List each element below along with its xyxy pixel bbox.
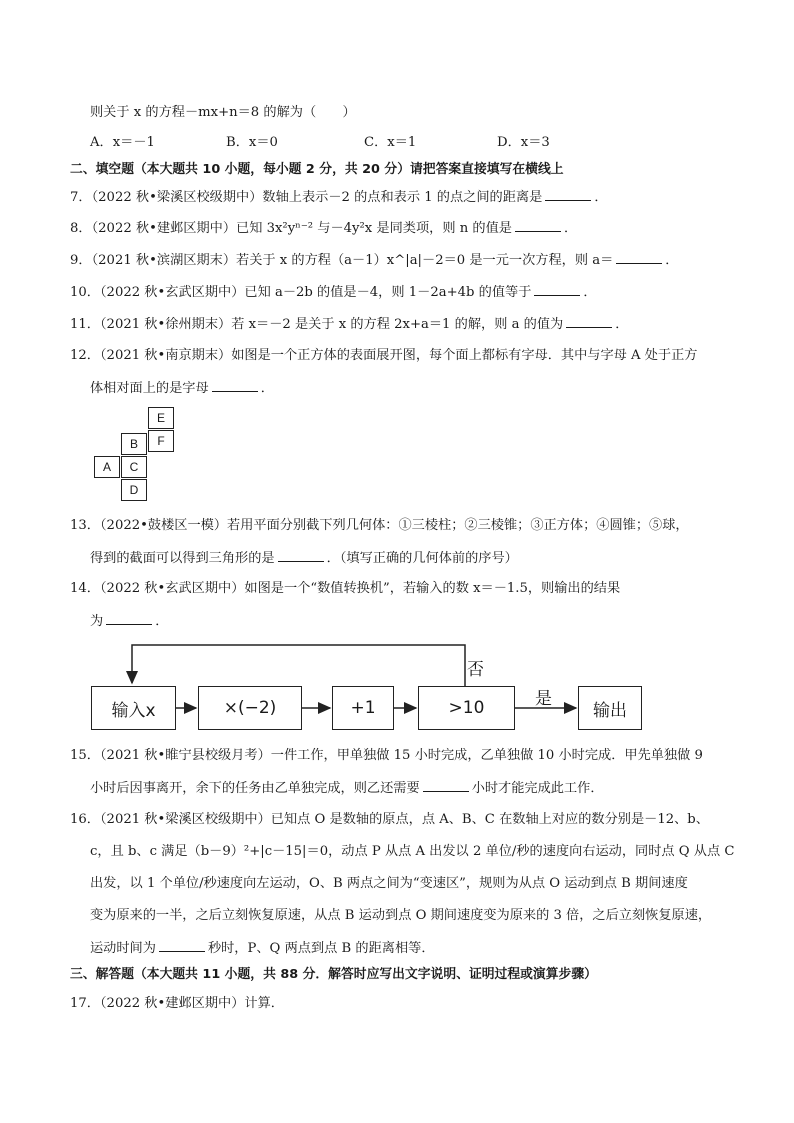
- flow-yes-label: 是: [535, 689, 552, 709]
- q13-end: ．（填写正确的几何体前的序号）: [326, 551, 518, 566]
- q12-end: ．: [260, 381, 274, 396]
- q13-text: 得到的截面可以得到三角形的是: [90, 551, 275, 566]
- answer-blank: [159, 939, 205, 952]
- flow-multiply-box: ×(−2): [198, 686, 302, 730]
- q12-line1: 12．（2021 秋•南京期末）如图是一个正方体的表面展开图，每个面上都标有字母．其中与字母 A 处于正方: [70, 348, 698, 363]
- q6-stem: 则关于 x 的方程－mx+n＝8 的解为（ ）: [90, 105, 356, 120]
- flow-add-box: +1: [332, 686, 394, 730]
- q13-line1: 13．（2022•鼓楼区一模）若用平面分别截下列几何体：①三棱柱；②三棱锥；③正方体；④圆锥；⑤球，: [70, 518, 689, 533]
- q15-text-b: 小时才能完成此工作．: [471, 781, 604, 796]
- q14-line1: 14．（2022 秋•玄武区期中）如图是一个“数值转换机”，若输入的数 x＝－1.5，则输出的结果: [70, 581, 621, 596]
- q16-line2: c，且 b、c 满足（b－9）²+|c－15|＝0，动点 P 从点 A 出发以 2 单位/秒的速度向右运动，同时点 Q 从点 C: [90, 844, 735, 859]
- q9-text: 9．（2021 秋•滨湖区期末）若关于 x 的方程（a－1）x^|a|－2＝0 是一元一次方程，则 a＝: [70, 253, 614, 268]
- q15-line1: 15．（2021 秋•睢宁县校级月考）一件工作，甲单独做 15 小时完成，乙单独做 10 小时完成．甲先单独做 9: [70, 748, 703, 763]
- net-cell-e: E: [148, 407, 174, 429]
- q6-option-d: D．x＝3: [497, 135, 550, 150]
- q16-line4: 变为原来的一半，之后立刻恢复原速，从点 B 运动到点 O 期间速度变为原来的 3 倍，之后立刻恢复原速，: [90, 908, 712, 923]
- flow-output-box: 输出: [578, 686, 642, 730]
- q10-end: ．: [583, 285, 597, 300]
- q8-text: 8．（2022 秋•建邺区期中）已知 3x²yⁿ⁻² 与－4y²x 是同类项，则 n 的值是: [70, 221, 512, 236]
- q7-end: ．: [594, 190, 608, 205]
- net-cell-d: D: [121, 479, 147, 501]
- q16-line1: 16．（2021 秋•梁溪区校级期中）已知点 O 是数轴的原点，点 A、B、C 在数轴上对应的数分别是－12、b、: [70, 812, 709, 827]
- q8-end: ．: [563, 221, 578, 236]
- q11-end: ．: [615, 317, 629, 332]
- q16-line5: [90, 939, 435, 958]
- net-cell-c: C: [121, 456, 147, 478]
- q16-text-a: 运动时间为: [90, 941, 156, 956]
- q11-text: 11．（2021 秋•徐州期末）若 x＝－2 是关于 x 的方程 2x+a＝1 的解，则 a 的值为: [70, 317, 564, 332]
- q12-text: 体相对面上的是字母: [90, 381, 209, 396]
- section2-heading: 二、填空题（本大题共 10 小题，每小题 2 分，共 20 分）请把答案直接填写在横线上: [70, 162, 564, 177]
- flow-input-box: 输入x: [91, 686, 176, 730]
- net-cell-b: B: [121, 433, 147, 455]
- flow-no-label: 否: [467, 660, 484, 680]
- q16-line3: 出发，以 1 个单位/秒速度向左运动，O、B 两点之间为“变速区”，规则为从点 O 运动到点 B 期间速度: [90, 876, 688, 891]
- section3-heading: 三、解答题（本大题共 11 小题，共 88 分．解答时应写出文字说明、证明过程或演算步骤）: [70, 967, 597, 982]
- q14-text: 为: [90, 614, 104, 629]
- q15-text-a: 小时后因事离开，余下的任务由乙单独完成，则乙还需要: [90, 781, 420, 796]
- net-cell-f: F: [148, 430, 174, 452]
- q9-end: ．: [665, 253, 679, 268]
- q16-text-b: 秒时，P、Q 两点到点 B 的距离相等．: [207, 941, 435, 956]
- answer-blank: [423, 779, 469, 792]
- q15-line2: [90, 779, 604, 798]
- q6-option-c: C．x＝1: [364, 135, 417, 150]
- q6-option-a: A．x＝－1: [90, 135, 155, 150]
- q14-end: ．: [155, 614, 169, 629]
- q10-text: 10．（2022 秋•玄武区期中）已知 a－2b 的值是－4，则 1－2a+4b 的值等于: [70, 285, 532, 300]
- net-cell-a: A: [94, 456, 120, 478]
- q7-text: 7．（2022 秋•梁溪区校级期中）数轴上表示－2 的点和表示 1 的点之间的距离是: [70, 190, 543, 205]
- question-17: 17．（2022 秋•建邺区期中）计算．: [70, 996, 284, 1011]
- q6-option-b: B．x＝0: [226, 135, 278, 150]
- flow-condition-box: >10: [418, 686, 515, 730]
